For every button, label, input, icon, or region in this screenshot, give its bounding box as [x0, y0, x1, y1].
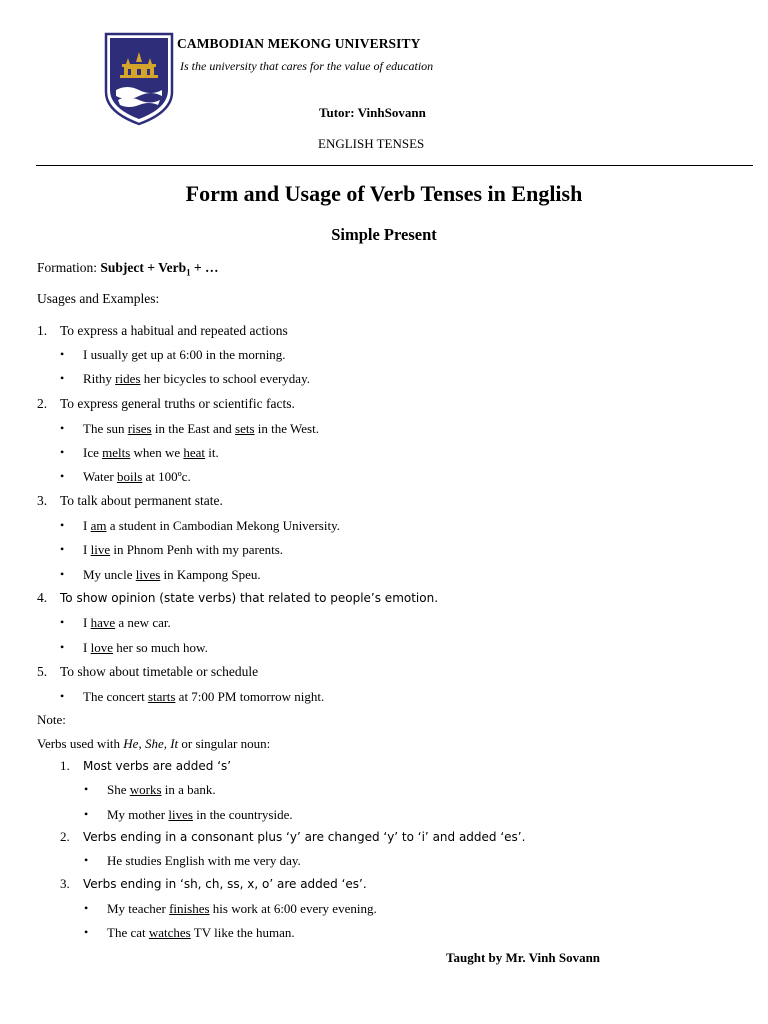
example-text: The concert starts at 7:00 PM tomorrow night.: [83, 689, 325, 704]
example-text: My teacher finishes his work at 6:00 every evening.: [107, 901, 377, 916]
bullet-icon: •: [60, 469, 65, 483]
usage-item: [37, 396, 295, 412]
example-text: I live in Phnom Penh with my parents.: [83, 542, 284, 557]
section-subtitle: Simple Present: [331, 225, 437, 244]
university-name: CAMBODIAN MEKONG UNIVERSITY: [177, 36, 421, 51]
usage-text: To talk about permanent state.: [60, 493, 223, 508]
usage-number: 1.: [37, 323, 48, 338]
page-title: Form and Usage of Verb Tenses in English: [185, 181, 583, 206]
bullet-icon: •: [60, 445, 65, 459]
bullet-icon: •: [60, 421, 65, 435]
note-label: Note:: [37, 712, 66, 727]
example-text: The sun rises in the East and sets in the West.: [83, 421, 319, 436]
rule-text: Most verbs are added ‘s’: [83, 759, 232, 773]
formation-tail: + …: [190, 260, 219, 275]
bullet-icon: •: [84, 925, 89, 939]
rule-text: Verbs ending in a consonant plus ‘y’ are changed ‘y’ to ‘i’ and added ‘es’.: [83, 830, 526, 844]
usage-item: [37, 590, 439, 606]
bullet-icon: •: [60, 615, 65, 629]
example-text: My mother lives in the countryside.: [107, 807, 293, 822]
usage-text: To show about timetable or schedule: [60, 664, 259, 679]
formation-label: Formation:: [37, 260, 101, 275]
formation-subscript: 1: [186, 267, 191, 278]
usage-number: 3.: [37, 493, 48, 508]
usage-number: 2.: [37, 396, 48, 411]
bullet-icon: •: [84, 782, 89, 796]
usage-item: [37, 323, 288, 339]
example-text: He studies English with me very day.: [107, 853, 301, 868]
topic-heading: ENGLISH TENSES: [318, 136, 425, 151]
example-text: The cat watches TV like the human.: [107, 925, 295, 940]
usage-item: [37, 493, 223, 509]
bullet-icon: •: [60, 640, 65, 654]
example-text: Ice melts when we heat it.: [83, 445, 219, 460]
example-text: I have a new car.: [83, 615, 171, 630]
formation-formula: Subject + Verb: [100, 260, 187, 275]
example-text: I love her so much how.: [83, 640, 208, 655]
rule-number: 3.: [60, 876, 70, 891]
rule-number: 2.: [60, 829, 70, 844]
bullet-icon: •: [60, 371, 65, 385]
rule-text: Verbs ending in ‘sh, ch, ss, x, o’ are added ‘es’.: [83, 877, 367, 891]
bullet-icon: •: [84, 807, 89, 821]
formation-line: [37, 260, 219, 278]
bullet-icon: •: [84, 853, 89, 867]
note-rule: [60, 758, 232, 774]
tutor-name: Tutor: VinhSovann: [319, 105, 426, 120]
university-crest-logo: [104, 32, 174, 126]
bullet-icon: •: [60, 689, 65, 703]
bullet-icon: •: [60, 567, 65, 581]
bullet-icon: •: [60, 347, 65, 361]
bullet-icon: •: [84, 901, 89, 915]
bullet-icon: •: [60, 542, 65, 556]
bullet-icon: •: [60, 518, 65, 532]
note-intro: Verbs used with He, She, It or singular noun:: [37, 736, 271, 751]
rule-number: 1.: [60, 758, 70, 773]
example-text: I usually get up at 6:00 in the morning.: [83, 347, 286, 362]
usage-number: 5.: [37, 664, 48, 679]
header-divider: [36, 165, 753, 166]
usage-text: To show opinion (state verbs) that related to people’s emotion.: [60, 591, 439, 605]
note-rule: [60, 876, 367, 892]
usage-text: To express a habitual and repeated actions: [60, 323, 288, 338]
example-text: Rithy rides her bicycles to school everyday.: [83, 371, 310, 386]
usage-number: 4.: [37, 590, 48, 605]
example-text: My uncle lives in Kampong Speu.: [83, 567, 261, 582]
footer-credit: Taught by Mr. Vinh Sovann: [446, 950, 601, 965]
usages-heading: Usages and Examples:: [37, 291, 160, 306]
university-tagline: Is the university that cares for the value of education: [180, 59, 434, 73]
example-text: Water boils at 100ºc.: [83, 469, 191, 484]
note-rule: [60, 829, 526, 845]
usage-item: [37, 664, 259, 680]
example-text: She works in a bank.: [107, 782, 216, 797]
usage-text: To express general truths or scientific facts.: [60, 396, 295, 411]
example-text: I am a student in Cambodian Mekong University.: [83, 518, 340, 533]
